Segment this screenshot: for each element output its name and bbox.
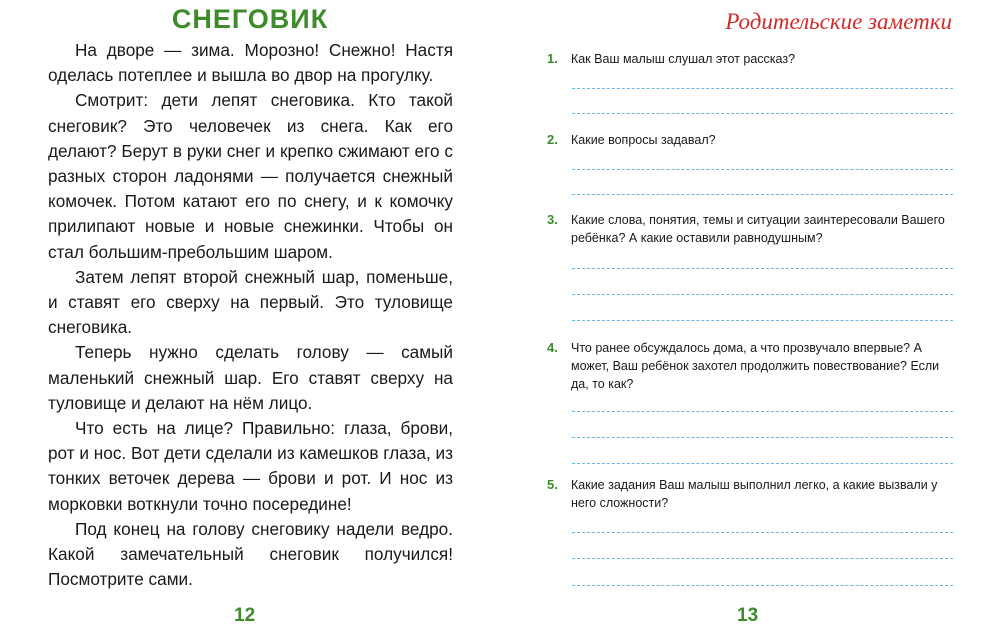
- question-number: 5.: [547, 477, 558, 492]
- question-text: Какие вопросы задавал?: [571, 133, 716, 147]
- story-paragraph: На дворе — зима. Морозно! Снежно! Настя оделась потеплее и вышла во двор на прогулку.: [48, 40, 453, 86]
- answer-line[interactable]: [572, 437, 953, 438]
- question-text: Что ранее обсуждалось дома, а что прозвучало впервые? А может, Ваш ребёнок захотел продолжить повествование? Если да, то как?: [571, 341, 940, 391]
- answer-line[interactable]: [572, 463, 953, 464]
- answer-line[interactable]: [572, 320, 953, 321]
- question-number: 1.: [547, 51, 558, 66]
- right-page: [500, 0, 1000, 636]
- answer-line[interactable]: [572, 268, 953, 269]
- answer-line[interactable]: [572, 558, 953, 559]
- story-title: СНЕГОВИК: [171, 4, 329, 34]
- answer-line[interactable]: [572, 294, 953, 295]
- question-text: Как Ваш малыш слушал этот рассказ?: [571, 52, 796, 66]
- page-number-left: 12: [234, 605, 256, 626]
- story-paragraph: Под конец на голову снеговику надели ведро. Какой замечательный снеговик получился! Посмотрите сами.: [48, 518, 453, 590]
- story-paragraph: Смотрит: дети лепят снеговика. Кто такой снеговик? Это человечек из снега. Как его делают? Берут в руки снег и крепко сжимают его с разных сторон ладонями — получается снежный комочек. Потом катают его по снегу, и к комочку прилипают новые и новые снежинки. Чтобы он стал большим-пребольшим шаром.: [48, 90, 453, 262]
- answer-line[interactable]: [572, 585, 953, 586]
- answer-line[interactable]: [572, 88, 953, 89]
- question-number: 4.: [547, 340, 558, 355]
- story-paragraph: Затем лепят второй снежный шар, поменьше, и ставят его сверху на первый. Это туловище снеговика.: [48, 266, 453, 338]
- notes-title: Родительские заметки: [725, 9, 952, 34]
- answer-line[interactable]: [572, 113, 953, 114]
- story-paragraph: Что есть на лице? Правильно: глаза, брови, рот и нос. Вот дети сделали из камешков глаза, из тонких веточек дерева — брови и рот. И нос из морковки воткнули точно посередине!: [48, 418, 453, 514]
- answer-line[interactable]: [572, 411, 953, 412]
- question-number: 3.: [547, 212, 558, 227]
- story-paragraph: Теперь нужно сделать голову — самый маленький снежный шар. Его ставят сверху на туловище и делают на нём лицо.: [48, 342, 453, 413]
- answer-line[interactable]: [572, 169, 953, 170]
- question-text: Какие задания Ваш малыш выполнил легко, а какие вызвали у него сложности?: [571, 478, 938, 510]
- question-text: Какие слова, понятия, темы и ситуации заинтересовали Вашего ребёнка? А какие оставили равнодушным?: [571, 213, 945, 245]
- question-number: 2.: [547, 132, 558, 147]
- answer-line[interactable]: [572, 194, 953, 195]
- story-text: [48, 38, 453, 592]
- page-number-right: 13: [737, 605, 759, 626]
- answer-line[interactable]: [572, 532, 953, 533]
